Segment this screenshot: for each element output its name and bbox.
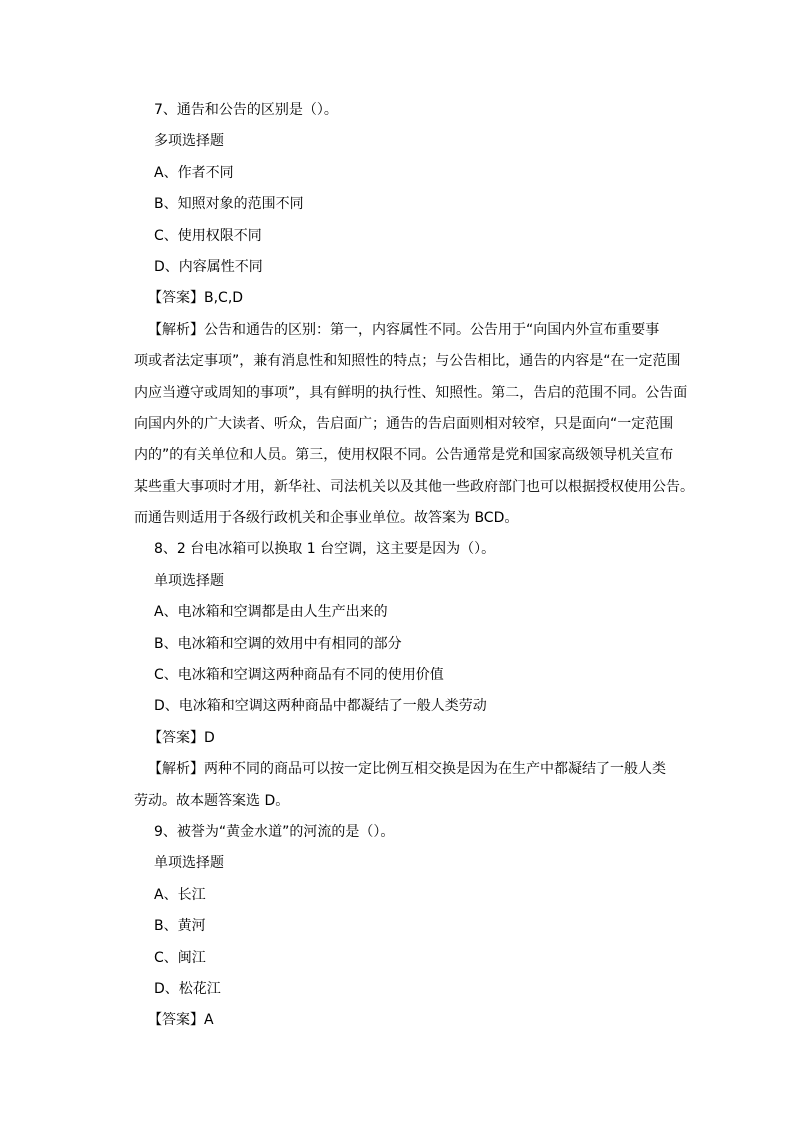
question-option: A、作者不同 — [154, 164, 234, 181]
question-title: 7、通告和公告的区别是（）。 — [154, 102, 338, 118]
answer: 【答案】A — [148, 1012, 214, 1029]
explanation-line: 项或者法定事项”，兼有消息性和知照性的特点；与公告相比，通告的内容是“在一定范围 — [134, 353, 681, 370]
question-option: D、内容属性不同 — [154, 258, 263, 275]
question-type: 单项选择题 — [154, 855, 224, 872]
question-title: 9、被誉为“黄金水道”的河流的是（）。 — [154, 823, 395, 840]
answer: 【答案】B,C,D — [148, 290, 244, 307]
explanation-line: 劳动。故本题答案选 D。 — [134, 792, 290, 809]
question-option: B、电冰箱和空调的效用中有相同的部分 — [154, 635, 402, 652]
question-title: 8、2 台电冰箱可以换取 1 台空调，这主要是因为（）。 — [154, 541, 496, 558]
question-option: B、黄河 — [154, 918, 206, 935]
question-option: B、知照对象的范围不同 — [154, 196, 304, 213]
explanation-line: 向国内外的广大读者、听众，告启面广；通告的告启面则相对较窄，只是面向“一定范围 — [134, 415, 674, 432]
answer: 【答案】D — [148, 729, 215, 746]
question-option: A、电冰箱和空调都是由人生产出来的 — [154, 604, 388, 621]
explanation-line: 【解析】两种不同的商品可以按一定比例互相交换是因为在生产中都凝结了一般人类 — [148, 761, 666, 778]
question-type: 单项选择题 — [154, 572, 224, 589]
question-type: 多项选择题 — [154, 133, 224, 150]
explanation-line: 【解析】公告和通告的区别：第一，内容属性不同。公告用于“向国内外宣布重要事 — [148, 321, 660, 338]
explanation-line: 内的”的有关单位和人员。第三，使用权限不同。公告通常是党和国家高级领导机关宣布 — [134, 447, 674, 464]
question-option: C、电冰箱和空调这两种商品有不同的使用价值 — [154, 667, 444, 684]
question-option: A、长江 — [154, 886, 206, 903]
document-page — [134, 95, 694, 1037]
explanation-line: 而通告则适用于各级行政机关和企事业单位。故答案为 BCD。 — [134, 510, 519, 527]
explanation-line: 某些重大事项时才用，新华社、司法机关以及其他一些政府部门也可以根据授权使用公告。 — [134, 478, 694, 495]
question-option: C、闽江 — [154, 949, 206, 966]
question-option: D、电冰箱和空调这两种商品中都凝结了一般人类劳动 — [154, 698, 487, 715]
explanation-line: 内应当遵守或周知的事项”，具有鲜明的执行性、知照性。第二，告启的范围不同。公告面 — [134, 384, 688, 401]
question-option: C、使用权限不同 — [154, 227, 262, 244]
question-option: D、松花江 — [154, 980, 221, 997]
